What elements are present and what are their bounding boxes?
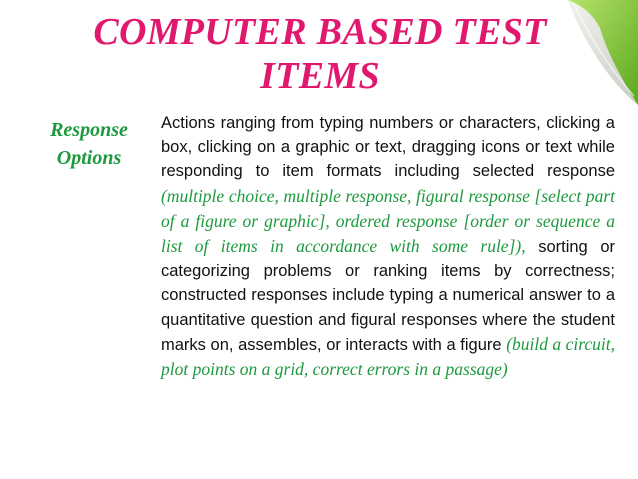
example-list-2: (build a circuit, plot points on a grid, correct errors in a passage) — [161, 333, 615, 380]
body-text-part-1: Actions ranging from typing numbers or characters, clicking a box, clicking on a graphic or text, dragging icons or text while responding to item formats including selected response — [161, 114, 615, 181]
section-label-line-1: Response — [50, 119, 128, 141]
body-text-part-2: sorting or categorizing problems or ranking items by correctness; constructed responses include typing a numerical answer to a quantitative question and figural responses where the student marks on, assembles, or interacts with a figure — [161, 238, 615, 354]
slide-title-line-1: COMPUTER BASED TEST — [93, 11, 547, 53]
slide-title-line-2: ITEMS — [260, 55, 380, 97]
slide-title — [60, 10, 580, 98]
section-label-line-2: Options — [56, 147, 122, 169]
body-text — [161, 111, 615, 382]
section-label — [34, 116, 144, 172]
example-list-1: (multiple choice, multiple response, figural response [select part of a figure or graphic], ordered response [order or sequence a list of items in accordance with some rule]), — [161, 185, 615, 257]
